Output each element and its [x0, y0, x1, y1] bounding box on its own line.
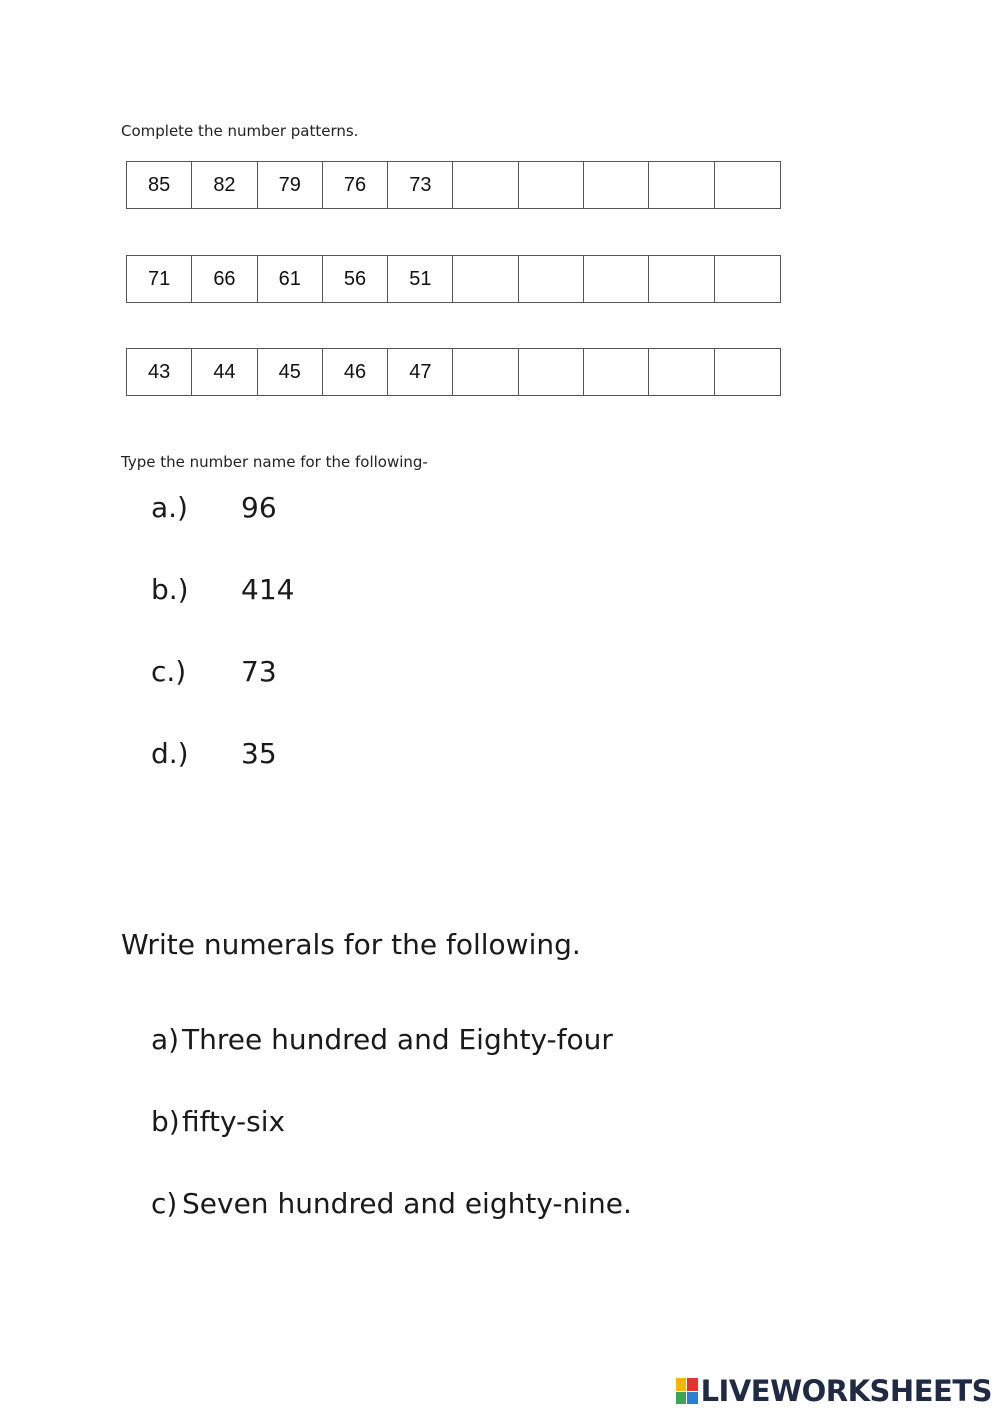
- item-value: 96: [241, 491, 277, 524]
- pattern-cell: 79: [258, 162, 323, 208]
- item-label: c): [151, 1187, 178, 1220]
- liveworksheets-logo[interactable]: [676, 1374, 992, 1408]
- item-label: d.): [151, 737, 189, 770]
- answer-cell[interactable]: [453, 256, 518, 302]
- item-label: b.): [151, 573, 189, 606]
- item-label: a): [151, 1023, 180, 1056]
- number-name-item-d: [151, 737, 277, 770]
- pattern-cell: 61: [258, 256, 323, 302]
- pattern-cell: 46: [323, 349, 388, 395]
- item-label: c.): [151, 655, 187, 688]
- pattern-cell: 66: [192, 256, 257, 302]
- item-label: a.): [151, 491, 188, 524]
- pattern-cell: 43: [127, 349, 192, 395]
- answer-cell[interactable]: [584, 162, 649, 208]
- pattern-cell: 45: [258, 349, 323, 395]
- pattern-cell: 56: [323, 256, 388, 302]
- answer-cell[interactable]: [715, 162, 780, 208]
- logo-text: LIVEWORKSHEETS: [700, 1374, 992, 1408]
- answer-cell[interactable]: [715, 349, 780, 395]
- answer-cell[interactable]: [649, 349, 714, 395]
- pattern-cell: 85: [127, 162, 192, 208]
- answer-cell[interactable]: [453, 349, 518, 395]
- pattern-row-2: [126, 255, 781, 303]
- number-name-item-a: [151, 491, 277, 524]
- answer-cell[interactable]: [519, 256, 584, 302]
- number-name-item-c: [151, 655, 277, 688]
- section1-title: Complete the number patterns.: [121, 122, 359, 140]
- pattern-row-1: [126, 161, 781, 209]
- number-name-item-b: [151, 573, 294, 606]
- pattern-cell: 47: [388, 349, 453, 395]
- item-value: 35: [241, 737, 277, 770]
- pattern-row-3: [126, 348, 781, 396]
- item-value: 73: [241, 655, 277, 688]
- answer-cell[interactable]: [649, 162, 714, 208]
- pattern-cell: 76: [323, 162, 388, 208]
- answer-cell[interactable]: [453, 162, 518, 208]
- pattern-cell: 44: [192, 349, 257, 395]
- item-value: 414: [241, 573, 295, 606]
- pattern-cell: 51: [388, 256, 453, 302]
- pattern-cell: 73: [388, 162, 453, 208]
- numeral-item-c: [151, 1187, 632, 1220]
- item-value: Three hundred and Eighty-four: [182, 1023, 613, 1056]
- answer-cell[interactable]: [649, 256, 714, 302]
- pattern-cell: 82: [192, 162, 257, 208]
- logo-mark-icon: [676, 1378, 698, 1404]
- item-label: b): [151, 1105, 180, 1138]
- pattern-cell: 71: [127, 256, 192, 302]
- answer-cell[interactable]: [519, 162, 584, 208]
- numeral-item-a: [151, 1023, 613, 1056]
- item-value: Seven hundred and eighty-nine.: [182, 1187, 632, 1220]
- answer-cell[interactable]: [715, 256, 780, 302]
- answer-cell[interactable]: [584, 256, 649, 302]
- answer-cell[interactable]: [519, 349, 584, 395]
- numeral-item-b: [151, 1105, 285, 1138]
- item-value: fifty-six: [182, 1105, 286, 1138]
- section3-title: Write numerals for the following.: [121, 928, 581, 961]
- answer-cell[interactable]: [584, 349, 649, 395]
- section2-title: Type the number name for the following-: [121, 453, 428, 471]
